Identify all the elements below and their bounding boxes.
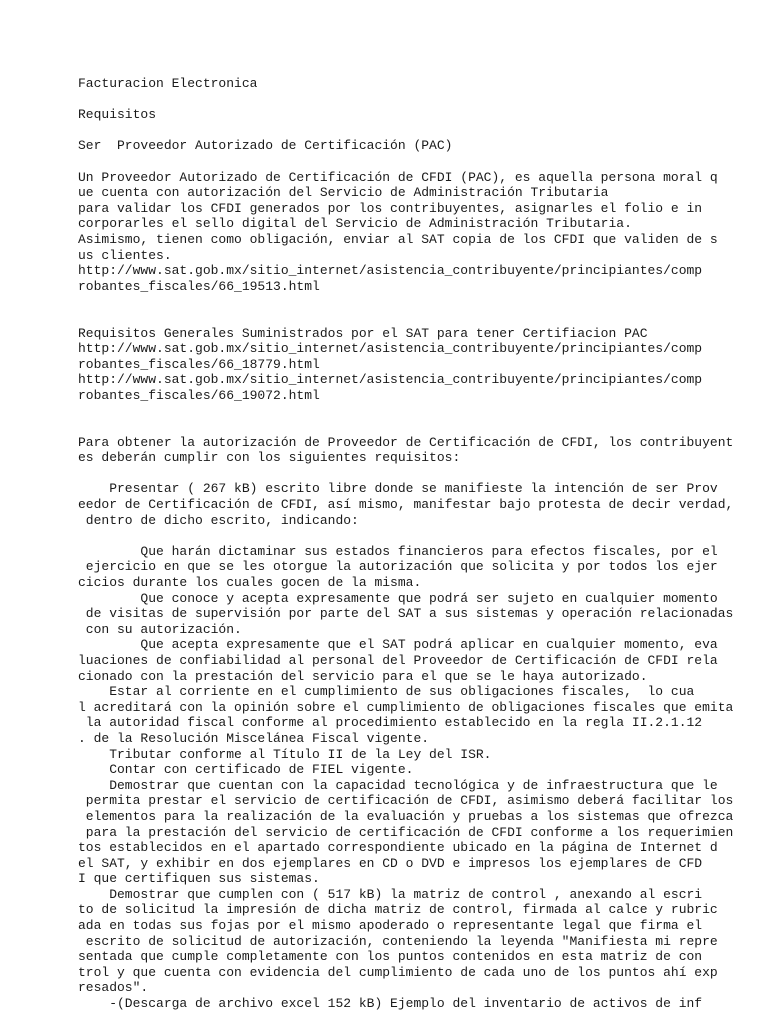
document-body [78,76,733,1012]
text-line: robantes_fiscales/66_18779.html [78,356,320,372]
text-line: ada en todas sus fojas por el mismo apoderado o representante legal que firma el [78,918,703,934]
text-line: es deberán cumplir con los siguientes requisitos: [78,450,461,466]
text-line: ejercicio en que se les otorgue la autorización que solicita y por todos los ejer [78,559,718,575]
text-line: to de solicitud la impresión de dicha matriz de control, firmada al calce y rubric [78,902,718,918]
text-line: Que conoce y acepta expresamente que podrá ser sujeto en cualquier momento [78,590,718,606]
text-line: I que certifiquen sus sistemas. [78,871,320,887]
blank-line [78,310,733,326]
text-line: http://www.sat.gob.mx/sitio_internet/asistencia_contribuyente/principiantes/comp [78,263,703,279]
text-line: para la prestación del servicio de certificación de CFDI conforme a los requerimien [78,824,734,840]
text-line: Contar con certificado de FIEL vigente. [78,762,414,778]
text-line: tos establecidos en el apartado correspondiente ubicado en la página de Internet d [78,840,718,856]
text-line: http://www.sat.gob.mx/sitio_internet/asistencia_contribuyente/principiantes/comp [78,341,703,357]
text-line: ue cuenta con autorización del Servicio de Administración Tributaria [78,185,609,201]
blank-line [78,294,733,310]
blank-line [78,123,733,139]
text-line: Para obtener la autorización de Proveedor de Certificación de CFDI, los contribuyent [78,434,734,450]
text-line: dentro de dicho escrito, indicando: [78,512,359,528]
text-line: el SAT, y exhibir en dos ejemplares en CD o DVD e impresos los ejemplares de CFD [78,855,703,871]
text-line: Requisitos [78,107,157,123]
blank-line [78,466,733,482]
text-line: Que harán dictaminar sus estados financieros para efectos fiscales, por el [78,543,718,559]
blank-line [78,403,733,419]
blank-line [78,419,733,435]
text-line: eedor de Certificación de CFDI, así mismo, manifestar bajo protesta de decir verdad, [78,497,734,513]
text-line: sentada que cumple completamente con los puntos contenidos en esta matriz de con [78,949,703,965]
text-line: Demostrar que cumplen con ( 517 kB) la matriz de control , anexando al escri [78,886,703,902]
text-line: l acreditará con la opinión sobre el cumplimiento de obligaciones fiscales que emita [78,699,734,715]
text-line: de visitas de supervisión por parte del SAT a sus sistemas y operación relacionadas [78,606,734,622]
blank-line [78,528,733,544]
blank-line [78,92,733,108]
text-line: robantes_fiscales/66_19513.html [78,278,320,294]
text-line: cionado con la prestación del servicio para el que se le haya autorizado. [78,668,648,684]
text-line: Demostrar que cuentan con la capacidad tecnológica y de infraestructura que le [78,777,718,793]
text-line: Tributar conforme al Título II de la Ley del ISR. [78,746,492,762]
text-line: Ser Proveedor Autorizado de Certificación (PAC) [78,138,453,154]
text-line: Facturacion Electronica [78,76,258,91]
text-line: resados". [78,980,149,996]
text-line: robantes_fiscales/66_19072.html [78,387,320,403]
text-line: http://www.sat.gob.mx/sitio_internet/asistencia_contribuyente/principiantes/comp [78,372,703,388]
text-line: Un Proveedor Autorizado de Certificación de CFDI (PAC), es aquella persona moral q [78,169,718,185]
text-line: para validar los CFDI generados por los contribuyentes, asignarles el folio e in [78,200,703,216]
text-line: us clientes. [78,247,172,263]
text-line: la autoridad fiscal conforme al procedimiento establecido en la regla II.2.1.12 [78,715,703,731]
text-line: . de la Resolución Miscelánea Fiscal vigente. [78,730,430,746]
text-line: permita prestar el servicio de certificación de CFDI, asimismo deberá facilitar los [78,793,734,809]
text-line: elementos para la realización de la evaluación y pruebas a los sistemas que ofrezca [78,808,734,824]
text-line: luaciones de confiabilidad al personal del Proveedor de Certificación de CFDI rela [78,652,718,668]
text-line: Asimismo, tienen como obligación, enviar al SAT copia de los CFDI que validen de s [78,231,718,247]
text-line: cicios durante los cuales gocen de la misma. [78,575,422,590]
text-line: escrito de solicitud de autorización, conteniendo la leyenda "Manifiesta mi repre [78,933,718,949]
text-line: Que acepta expresamente que el SAT podrá aplicar en cualquier momento, eva [78,637,718,653]
text-line: corporarles el sello digital del Servicio de Administración Tributaria. [78,216,632,232]
blank-line [78,154,733,170]
text-line: Presentar ( 267 kB) escrito libre donde se manifieste la intención de ser Prov [78,481,718,497]
text-line: con su autorización. [78,621,242,637]
text-line: Requisitos Generales Suministrados por el SAT para tener Certifiacion PAC [78,325,648,341]
text-line: trol y que cuenta con evidencia del cumplimiento de cada uno de los puntos ahí exp [78,964,718,980]
text-line: -(Descarga de archivo excel 152 kB) Ejemplo del inventario de activos de inf [78,996,703,1012]
text-line: Estar al corriente en el cumplimiento de sus obligaciones fiscales, lo cua [78,684,695,700]
